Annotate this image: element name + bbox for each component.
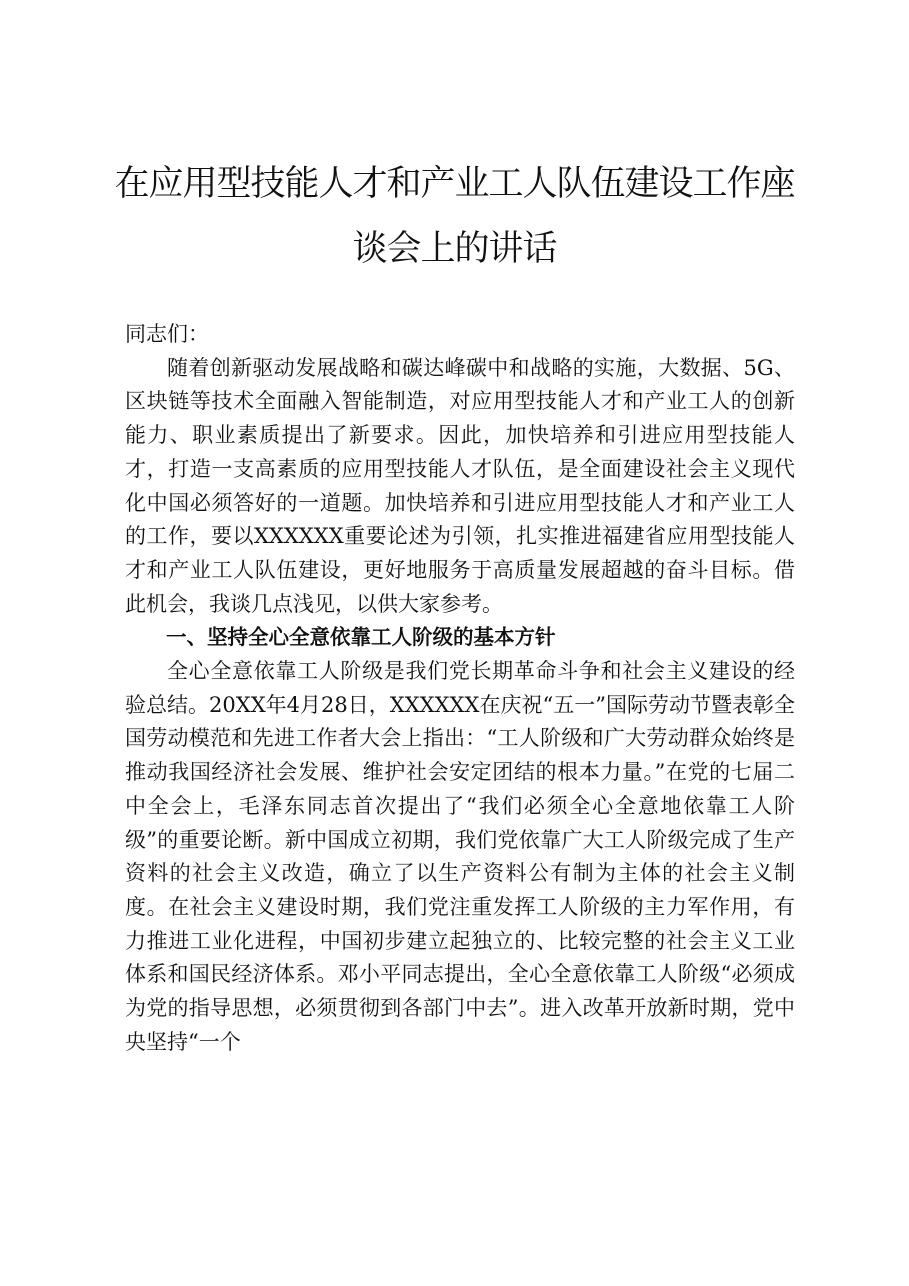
paragraph-section-1: 全心全意依靠工人阶级是我们党长期革命斗争和社会主义建设的经验总结。20XX年4月28日，XXXXXX在庆祝“五一”国际劳动节暨表彰全国劳动模范和先进工作者大会上指出：“工人阶级和广大劳动群众始终是推动我国经济社会发展、维护社会安定团结的根本力量。”在党的七届二中全会上，毛泽东同志首次提出了“我们必须全心全意地依靠工人阶级”的重要论断。新中国成立初期，我们党依靠广大工人阶级完成了生产资料的社会主义改造，确立了以生产资料公有制为主体的社会主义制度。在社会主义建设时期，我们党注重发挥工人阶级的主力军作用，有力推进工业化进程，中国初步建立起独立的、比较完整的社会主义工业体系和国民经济体系。邓小平同志提出，全心全意依靠工人阶级“必须成为党的指导思想，必须贯彻到各部门中去”。进入改革开放新时期，党中央坚持“一个 — [125, 659, 795, 1054]
section-heading-1: 一、坚持全心全意依靠工人阶级的基本方针 — [166, 625, 556, 650]
salutation: 同志们： — [125, 322, 209, 346]
document-body — [125, 318, 795, 1059]
paragraph-intro: 随着创新驱动发展战略和碳达峰碳中和战略的实施，大数据、5G、区块链等技术全面融入智能制造，对应用型技能人才和产业工人的创新能力、职业素质提出了新要求。因此，加快培养和引进应用型技能人才，打造一支高素质的应用型技能人才队伍，是全面建设社会主义现代化中国必须答好的一道题。加快培养和引进应用型技能人才和产业工人的工作，要以XXXXXX重要论述为引领，扎实推进福建省应用型技能人才和产业工人队伍建设，更好地服务于高质量发展超越的奋斗目标。借此机会，我谈几点浅见，以供大家参考。 — [125, 355, 795, 616]
document-title-line-2: 谈会上的讲话 — [352, 229, 557, 269]
document-title-line-1: 在应用型技能人才和产业工人队伍建设工作座 — [114, 164, 795, 204]
